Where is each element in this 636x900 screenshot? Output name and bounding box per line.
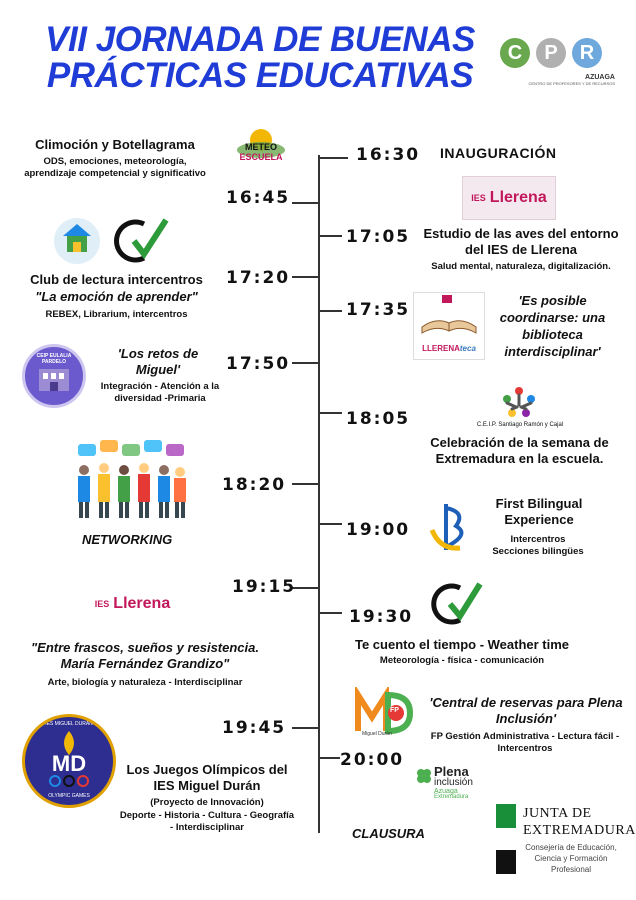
- ceip-ramon-cajal-logo: [498, 385, 540, 421]
- climocion-subtitle: ODS, emociones, meteorología, aprendizaje competencial y significativo: [24, 156, 206, 179]
- llerenateca-text-1: LLERENA: [422, 344, 460, 353]
- plena-region: Extremadura: [434, 794, 469, 800]
- central-subtitle: FP Gestión Administrativa - Lectura fácil - Intercentros: [430, 731, 620, 754]
- cpr-place: AZUAGA: [585, 74, 615, 81]
- ies-llerena-logo-left: [85, 584, 180, 624]
- tick: [292, 483, 318, 485]
- bilingual-sub-2: Secciones bilingües: [492, 546, 584, 557]
- llerena-name: Llerena: [489, 189, 547, 206]
- check-c-icon: [430, 580, 486, 628]
- llerenateca-text-2: teca: [459, 344, 476, 353]
- plena-inclusion-logo: [416, 766, 486, 802]
- llerena-name-left: Llerena: [113, 595, 171, 612]
- bilingual-title: First Bilingual Experience: [495, 496, 583, 527]
- consejeria-text: Consejería de Educación, Ciencia y Formación Profesional: [525, 843, 617, 874]
- juegos-olimpicos-logo: [22, 714, 116, 808]
- md-side-label: Miguel Durán: [362, 731, 392, 737]
- central-title: 'Central de reservas para Plena Inclusión': [429, 695, 623, 726]
- tick: [292, 202, 318, 204]
- time-1805: 18:05: [346, 409, 411, 429]
- tick: [320, 757, 340, 759]
- cpr-logo: [500, 38, 615, 96]
- md-logo-caption: IES MIGUEL DURÁN: [45, 721, 93, 727]
- title-line-1: VII JORNADA DE BUENAS: [45, 20, 475, 59]
- time-1720: 17:20: [226, 268, 291, 288]
- time-1900: 19:00: [346, 520, 411, 540]
- eulalia-logo-text: CEIP EULALIA PARDELO: [36, 353, 72, 365]
- rebex-logo: [54, 218, 100, 264]
- md-fp-logo: [352, 687, 414, 739]
- junta-name: [523, 805, 636, 839]
- retos-subtitle: Integración - Atención a la diversidad -Primaria: [100, 381, 220, 404]
- club-title-1: Club de lectura intercentros: [30, 272, 203, 287]
- plena-name-2: inclusión: [434, 777, 473, 788]
- tick: [320, 523, 342, 525]
- ceip-eulalia-logo: [22, 344, 86, 408]
- time-2000: 20:00: [340, 750, 405, 770]
- time-1705: 17:05: [346, 227, 411, 247]
- olympic-caption: OLYMPIC GAMES: [48, 793, 90, 799]
- weather-subtitle: Meteorología - física - comunicación: [379, 655, 545, 666]
- page-title: [30, 22, 490, 94]
- md-logo-text: MD: [51, 751, 87, 776]
- b-swirl-icon: [426, 500, 470, 556]
- meteo-logo-text-1: METEO: [244, 142, 277, 152]
- ceip-caption: C.E.I.P. Santiago Ramón y Cajal: [476, 422, 564, 428]
- tick: [320, 612, 342, 614]
- time-1915: 19:15: [232, 577, 297, 597]
- llerena-ies-label: IES: [471, 193, 486, 203]
- plena-place: Azuaga: [434, 788, 458, 795]
- clausura-label: CLAUSURA: [352, 826, 425, 841]
- llerenateca-logo: [413, 292, 485, 360]
- club-title-2: "La emoción de aprender": [35, 289, 198, 304]
- time-1945: 19:45: [222, 718, 287, 738]
- time-1630: 16:30: [356, 145, 421, 165]
- people-chat-icon: [70, 440, 190, 520]
- meteo-escuela-logo: [228, 126, 294, 166]
- check-c-icon: [112, 216, 172, 266]
- junta-black-square: [496, 850, 516, 874]
- cpr-letter-c: C: [500, 38, 530, 68]
- junta-green-square: [496, 804, 516, 828]
- cpr-letter-r: R: [572, 38, 602, 68]
- cpr-subtitle: CENTRO DE PROFESORES Y DE RECURSOS: [528, 81, 615, 86]
- bilingual-sub-1: Intercentros: [510, 534, 566, 545]
- bilingual-logo: [426, 500, 470, 556]
- coordinarse-title: 'Es posible coordinarse: una biblioteca interdisciplinar': [499, 293, 606, 359]
- climocion-title: Climoción y Botellagrama: [35, 137, 195, 152]
- plena-name-1: Plena: [434, 764, 469, 779]
- aves-subtitle: Salud mental, naturaleza, digitalización.: [431, 261, 611, 272]
- juegos-title: Los Juegos Olímpicos del IES Miguel Durán: [126, 762, 288, 793]
- book-icon: [414, 293, 484, 339]
- timeline-line: [318, 155, 320, 833]
- time-1930: 19:30: [349, 607, 414, 627]
- frascos-title: "Entre frascos, sueños y resistencia. María Fernández Grandizo": [31, 640, 259, 671]
- weather-title: Te cuento el tiempo - Weather time: [354, 637, 570, 652]
- frascos-subtitle: Arte, biología y naturaleza - Interdisciplinar: [47, 677, 243, 688]
- inauguracion-label: INAUGURACIÓN: [440, 145, 557, 161]
- tick: [292, 362, 318, 364]
- tick: [320, 310, 342, 312]
- time-1820: 18:20: [222, 475, 287, 495]
- title-line-2: PRÁCTICAS EDUCATIVAS: [46, 56, 474, 95]
- tick: [320, 157, 348, 159]
- checkmark-logo-right: [430, 580, 486, 628]
- retos-title: 'Los retos de Miguel': [117, 346, 199, 377]
- people-icon: [498, 385, 540, 421]
- tick: [320, 412, 342, 414]
- networking-label: NETWORKING: [82, 532, 173, 547]
- junta-line-1: JUNTA DE: [523, 806, 592, 821]
- juegos-subtitle-1: (Proyecto de Innovación): [150, 797, 264, 808]
- cpr-letter-p: P: [536, 38, 566, 68]
- time-1750: 17:50: [226, 354, 291, 374]
- club-subtitle: REBEX, Librarium, intercentros: [45, 309, 188, 320]
- networking-illustration: [70, 440, 190, 520]
- juegos-subtitle-2: Deporte - Historia - Cultura - Geografía - Interdisciplinar: [119, 810, 295, 833]
- tick: [292, 727, 318, 729]
- fp-label: FP: [390, 707, 399, 714]
- meteo-logo-text-2: ESCUELA: [239, 152, 283, 162]
- tick: [292, 276, 318, 278]
- junta-line-2: EXTREMADURA: [523, 823, 636, 838]
- llerena-ies-label-left: IES: [94, 599, 110, 609]
- ies-llerena-logo: [462, 176, 556, 220]
- clover-icon: [416, 768, 432, 784]
- house-icon: [54, 218, 100, 264]
- tick: [320, 235, 342, 237]
- aves-title: Estudio de las aves del entorno del IES de Llerena: [423, 226, 619, 257]
- time-1645: 16:45: [226, 188, 291, 208]
- time-1735: 17:35: [346, 300, 411, 320]
- checkmark-logo-left: [112, 216, 172, 266]
- extremadura-title: Celebración de la semana de Extremadura en la escuela.: [430, 435, 609, 466]
